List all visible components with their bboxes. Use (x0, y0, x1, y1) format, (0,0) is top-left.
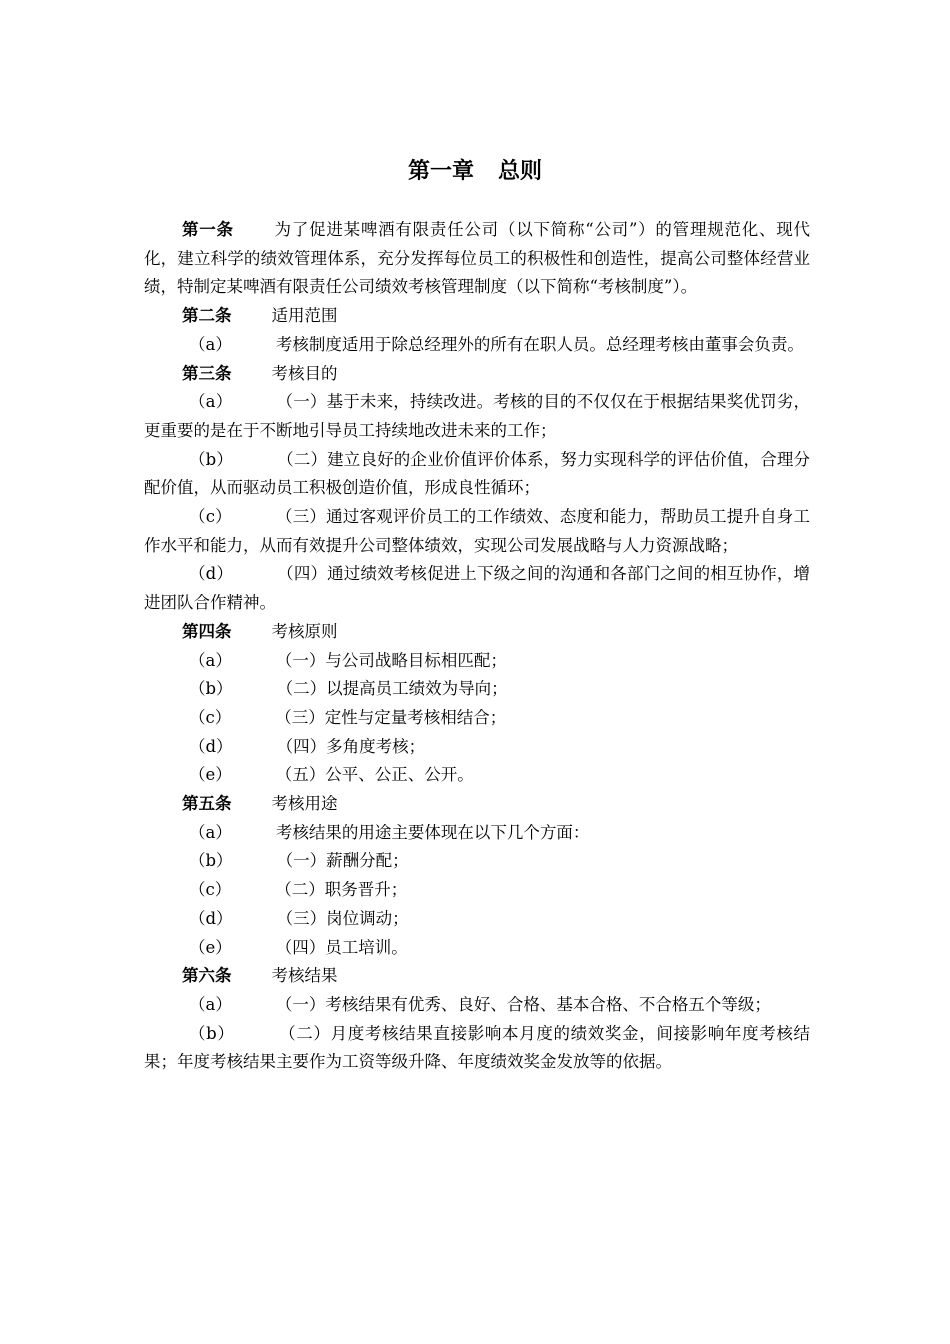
item-text: （四）多角度考核； (276, 736, 426, 756)
list-item (144, 934, 810, 963)
document-body (144, 216, 810, 1077)
list-item (144, 560, 810, 617)
article-2 (144, 302, 810, 331)
article-heading: 考核原则 (271, 621, 338, 641)
article-number: 第五条 (182, 794, 232, 814)
item-text: （一）与公司战略目标相匹配； (275, 650, 507, 670)
article-5 (144, 790, 810, 819)
list-item (144, 704, 810, 733)
article-number: 第四条 (182, 621, 232, 641)
item-label: （a） (189, 334, 232, 354)
item-label: （b） (189, 1023, 235, 1043)
item-label: （b） (189, 679, 233, 699)
item-text: （三）岗位调动； (276, 908, 409, 928)
item-text: （二）职务晋升； (275, 880, 408, 900)
item-text: （四）通过绩效考核促进上下级之间的沟通和各部门之间的相互协作，增进团队合作精神。 (144, 564, 811, 613)
list-item (144, 905, 810, 934)
list-item (144, 761, 810, 790)
article-heading: 适用范围 (271, 306, 338, 326)
item-text: （一）基于未来，持续改进。考核的目的不仅仅在于根据结果奖优罚劣，更重要的是在于不断地引导员工持续地改进未来的工作； (144, 392, 811, 440)
list-item (144, 819, 810, 848)
article-heading: 考核目的 (271, 363, 338, 383)
item-label: （b） (189, 851, 233, 871)
item-label: （e） (189, 765, 232, 785)
chapter-title (0, 156, 950, 188)
list-item (144, 388, 810, 445)
article-4 (144, 618, 810, 647)
item-label: （c） (189, 880, 232, 900)
list-item (144, 733, 810, 762)
chapter-title-text: 总则 (498, 159, 543, 184)
article-heading: 考核结果 (271, 966, 338, 986)
item-text: （五）公平、公正、公开。 (275, 765, 474, 785)
list-item (144, 675, 810, 704)
item-text: （二）建立良好的企业价值评价体系，努力实现科学的评估价值，合理分配价值，从而驱动员工积极创造价值，形成良性循环； (144, 449, 811, 498)
list-item (144, 446, 810, 503)
item-text: （二）月度考核结果直接影响本月度的绩效奖金，间接影响年度考核结果；年度考核结果主要作为工资等级升降、年度绩效奖金发放等的依据。 (144, 1023, 811, 1072)
item-text: （一）考核结果有优秀、良好、合格、基本合格、不合格五个等级； (275, 994, 771, 1014)
item-label: （d） (189, 908, 233, 928)
article-number: 第三条 (182, 363, 232, 383)
list-item (144, 847, 810, 876)
chapter-number: 第一章 (407, 159, 474, 184)
list-item (144, 876, 810, 905)
item-label: （a） (189, 994, 232, 1014)
item-label: （c） (189, 507, 232, 527)
list-item (144, 991, 810, 1020)
item-text: （四）员工培训。 (275, 937, 408, 957)
article-number: 第六条 (182, 966, 232, 986)
list-item (144, 503, 810, 560)
article-number: 第二条 (182, 306, 232, 326)
list-item (144, 647, 810, 676)
item-text: （二）以提高员工绩效为导向； (276, 679, 508, 699)
item-label: （d） (189, 564, 234, 584)
item-text: （三）定性与定量考核相结合； (275, 707, 507, 727)
item-text: 考核制度适用于除总经理外的所有在职人员。总经理考核由董事会负责。 (275, 334, 804, 354)
list-item (144, 1020, 810, 1077)
article-heading: 为了促进某啤酒有限责任公司（以下简称“公司”）的管理规范化、现代化，建立科学的绩效管理体系，充分发挥每位员工的积极性和创造性，提高公司整体经营业绩，特制定某啤酒有限责任公司绩效考核管理制度（以下简称“考核制度”）。 (144, 220, 811, 297)
item-label: （d） (189, 736, 233, 756)
article-heading: 考核用途 (271, 794, 338, 814)
item-text: （一）薪酬分配； (276, 851, 409, 871)
item-label: （c） (189, 707, 232, 727)
item-label: （a） (189, 822, 232, 842)
article-3 (144, 360, 810, 389)
item-label: （e） (189, 937, 232, 957)
article-6 (144, 962, 810, 991)
list-item (144, 331, 810, 360)
item-text: 考核结果的用途主要体现在以下几个方面： (275, 822, 590, 842)
item-label: （b） (189, 449, 234, 469)
item-label: （a） (189, 392, 233, 412)
item-label: （a） (189, 650, 232, 670)
item-text: （三）通过客观评价员工的工作绩效、态度和能力，帮助员工提升自身工作水平和能力，从而有效提升公司整体绩效，实现公司发展战略与人力资源战略； (144, 507, 810, 555)
article-number: 第一条 (182, 220, 234, 239)
article-1 (144, 216, 810, 302)
